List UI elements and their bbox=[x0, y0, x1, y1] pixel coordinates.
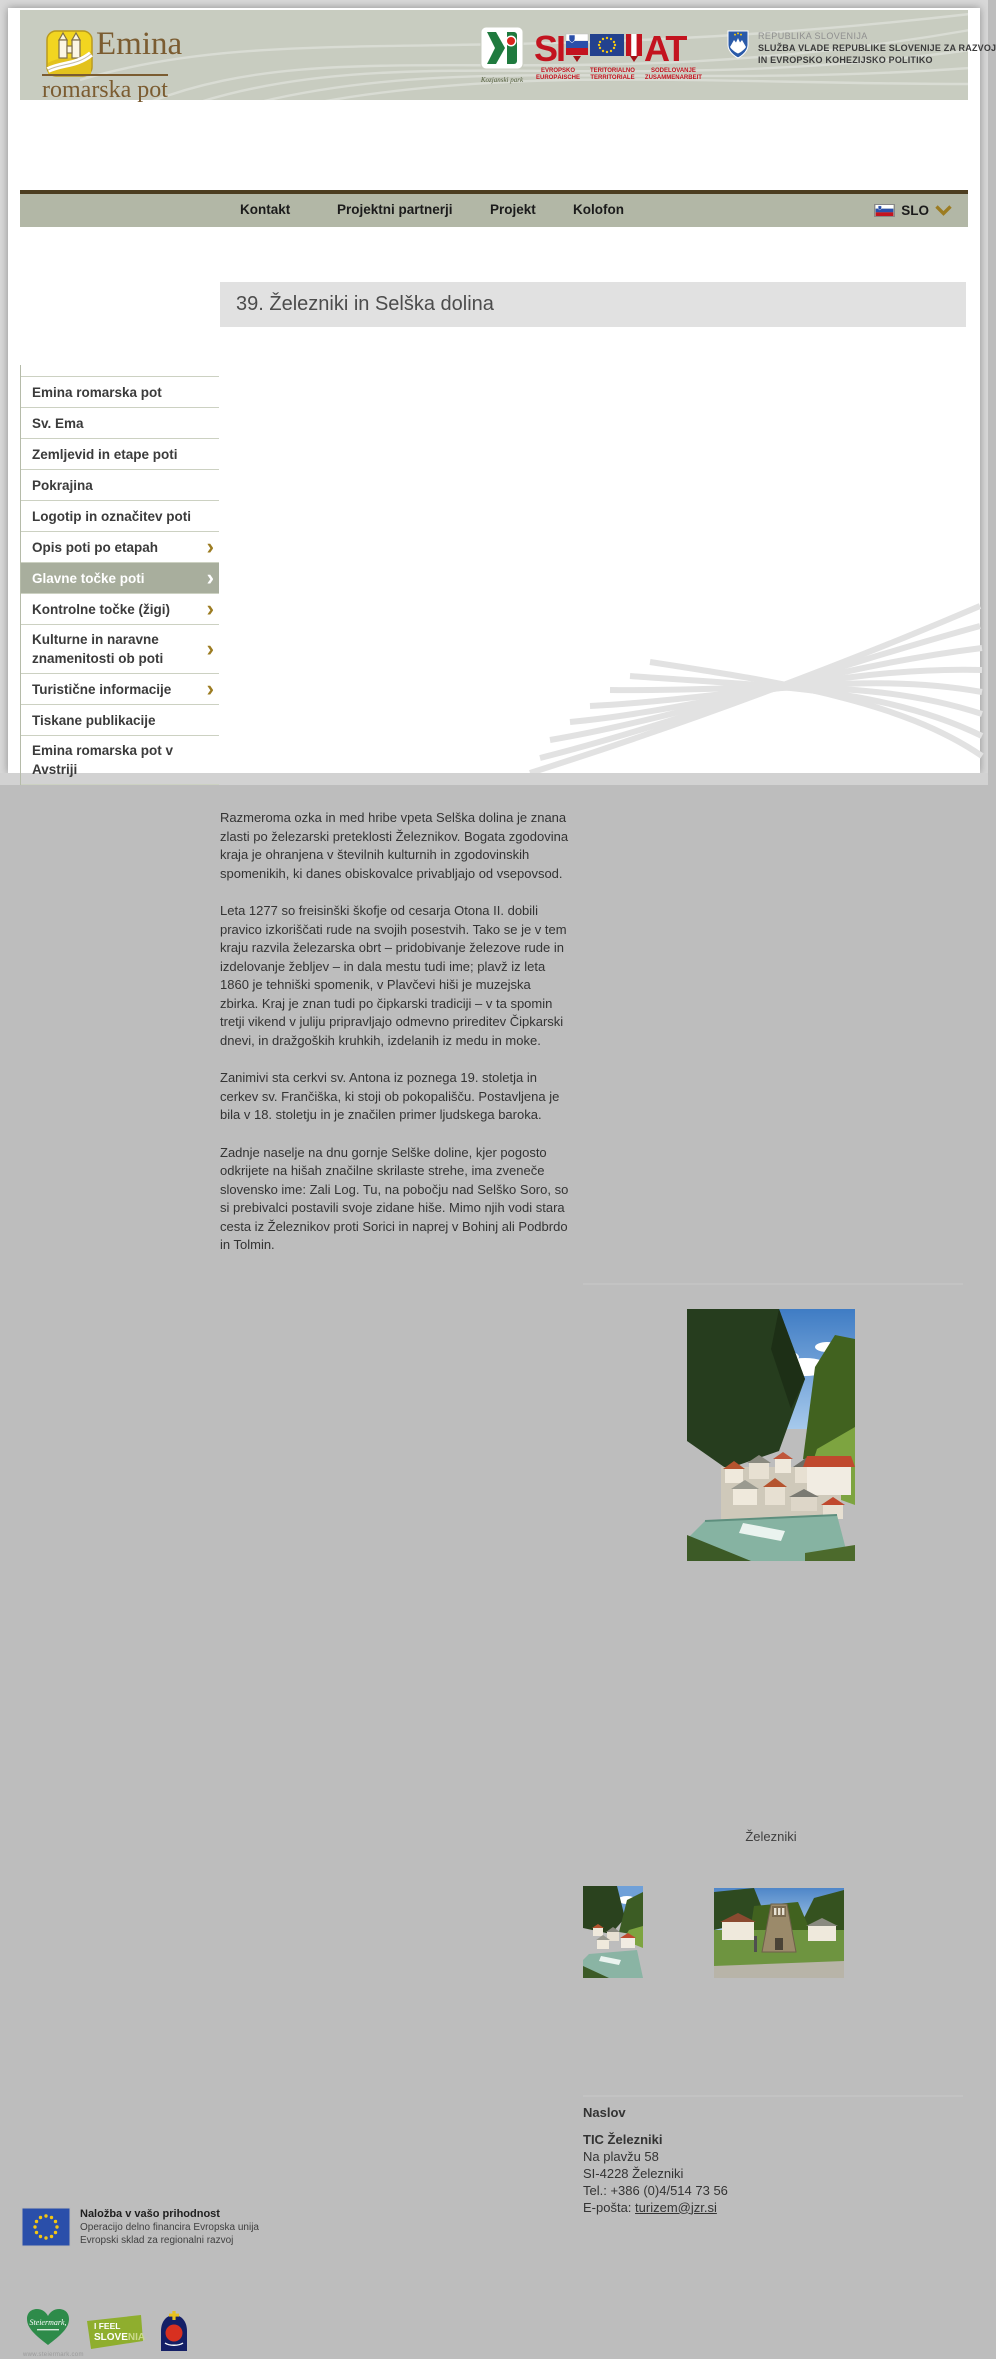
svg-text:SLOVENIA: SLOVENIA bbox=[94, 2331, 146, 2343]
divider bbox=[583, 1283, 963, 1285]
nav-item-kolofon[interactable]: Kolofon bbox=[573, 202, 624, 217]
sidebar-item-kulturne-in-naravne-znamenitosti[interactable]: Kulturne in naravne znamenitosti ob poti › bbox=[21, 624, 219, 673]
kozjanski-park-caption: Kozjanski park bbox=[480, 76, 524, 84]
address-city: SI-4228 Železniki bbox=[583, 2165, 684, 2181]
chevron-right-icon: › bbox=[206, 636, 214, 661]
sidebar-item-emina-romarska-pot[interactable]: Emina romarska pot bbox=[21, 376, 219, 407]
steiermark-logo bbox=[23, 2307, 84, 2358]
divider bbox=[583, 2095, 963, 2097]
siat-at-label: AT bbox=[644, 28, 686, 69]
sidebar-item-tiskane-publikacije[interactable]: Tiskane publikacije bbox=[21, 704, 219, 735]
sidebar-menu bbox=[20, 365, 219, 785]
sidebar-item-glavne-tocke-poti[interactable]: Glavne točke poti › bbox=[21, 562, 219, 593]
nav-item-projekt[interactable]: Projekt bbox=[490, 202, 536, 217]
siat-captions: EVROPSKO EUROPÄISCHE TERITORIALNO TERRITORIALE SODELOVANJE ZUSAMMENARBEIT bbox=[536, 68, 702, 81]
photo-caption: Železniki bbox=[745, 1828, 797, 1844]
sidebar-item-kontrolne-tocke-zigi[interactable]: Kontrolne točke (žigi) › bbox=[21, 593, 219, 624]
si-at-programme-logo bbox=[534, 28, 702, 82]
slovenia-flag-icon bbox=[874, 204, 895, 217]
paragraph: Razmeroma ozka in med hribe vpeta Selška dolina je znana zlasti po železarski preteklosti Železnikov. Bogata zgodovina kraja je ohranjena v številnih kulturnih in zgodovinskih spomenikih, ki danes obiskovalce privabljajo od vsepovsod. bbox=[220, 810, 569, 881]
svg-text:I FEEL: I FEEL bbox=[94, 2320, 121, 2331]
government-banner bbox=[726, 30, 996, 66]
sidebar-item-emina-romarska-pot-v-avstriji[interactable]: Emina romarska pot v Avstriji bbox=[21, 735, 219, 785]
emina-romarska-pot-logo[interactable] bbox=[30, 16, 260, 103]
sidebar-item-pokrajina[interactable]: Pokrajina bbox=[21, 469, 219, 500]
address-heading: Naslov bbox=[583, 2104, 626, 2120]
partner-logos-row bbox=[23, 2305, 213, 2359]
nav-item-projektni-partnerji[interactable]: Projektni partnerji bbox=[337, 202, 453, 217]
eu-funding-block bbox=[22, 2208, 994, 2247]
kozjanski-park-logo bbox=[466, 26, 538, 84]
chevron-right-icon: › bbox=[206, 676, 214, 701]
emina-logo-icon bbox=[46, 30, 93, 77]
government-text: REPUBLIKA SLOVENIJA SLUŽBA VLADE REPUBLIKE SLOVENIJE ZA RAZVOJ IN EVROPSKO KOHEZIJSKO POLITIKO bbox=[758, 31, 996, 65]
main-photo-zelezniki[interactable] bbox=[687, 1309, 855, 1561]
chevron-down-icon bbox=[935, 205, 952, 216]
eu-flag-icon bbox=[590, 34, 624, 64]
pilgrim-logo bbox=[157, 2311, 191, 2356]
address-block bbox=[583, 2104, 893, 2216]
thumbnail-plavz-furnace[interactable] bbox=[714, 1888, 844, 1978]
i-feel-slovenia-logo bbox=[85, 2315, 146, 2354]
address-street: Na plavžu 58 bbox=[583, 2148, 659, 2164]
nav-item-kontakt[interactable]: Kontakt bbox=[240, 202, 291, 217]
logo-title: Emina bbox=[96, 26, 183, 62]
language-selector[interactable] bbox=[874, 194, 952, 227]
thumbnail-zelezniki-village[interactable] bbox=[583, 1886, 643, 1978]
sidebar-item-logotip-in-oznacitev-poti[interactable]: Logotip in označitev poti bbox=[21, 500, 219, 531]
sidebar-item-opis-poti-po-etapah[interactable]: Opis poti po etapah › bbox=[21, 531, 219, 562]
page bbox=[8, 8, 996, 2358]
siat-si-label: SI bbox=[534, 28, 565, 69]
eu-flag-icon bbox=[22, 2208, 70, 2246]
steiermark-url: www.steiermark.com bbox=[23, 2351, 84, 2358]
austria-flag-icon bbox=[626, 34, 642, 64]
eu-funding-text: Naložba v vašo prihodnost Operacijo delno financira Evropska unija Evropski sklad za regionalni razvoj bbox=[80, 2207, 259, 2246]
chevron-right-icon: › bbox=[206, 565, 214, 590]
svg-text:Steiermark,: Steiermark, bbox=[29, 2317, 67, 2327]
logo-subtitle: romarska pot bbox=[42, 74, 168, 104]
address-email-row: E-pošta: turizem@jzr.si bbox=[583, 2199, 717, 2215]
address-name: TIC Železniki bbox=[583, 2131, 663, 2147]
address-phone: Tel.: +386 (0)4/514 73 56 bbox=[583, 2182, 728, 2198]
slovenia-flag-icon bbox=[566, 34, 588, 64]
page-title: 39. Železniki in Selška dolina bbox=[236, 293, 494, 315]
sidebar-item-turisticne-informacije[interactable]: Turistične informacije › bbox=[21, 673, 219, 704]
site-header bbox=[20, 10, 996, 103]
slovenia-coat-of-arms-icon bbox=[726, 30, 750, 60]
i-feel-slovenia-icon bbox=[85, 2315, 146, 2349]
sidebar-item-sv-ema[interactable]: Sv. Ema bbox=[21, 407, 219, 438]
paragraph: Zanimivi sta cerkvi sv. Antona iz poznega 19. stoletja in cerkev sv. Frančiška, ki stoji ob pokopališču. Postavljena je bila v 18. stoletju in je značilen primer ljudskega baroka. bbox=[220, 1070, 560, 1122]
article-body bbox=[220, 809, 572, 1255]
language-label: SLO bbox=[901, 203, 929, 218]
swirl-pattern-decoration bbox=[550, 588, 980, 773]
pilgrim-icon bbox=[157, 2311, 191, 2351]
steiermark-heart-icon bbox=[25, 2307, 71, 2347]
chevron-right-icon: › bbox=[206, 596, 214, 621]
email-link[interactable]: turizem@jzr.si bbox=[635, 2199, 717, 2215]
sidebar-item-zemljevid-in-etape-poti[interactable]: Zemljevid in etape poti bbox=[21, 438, 219, 469]
chevron-right-icon: › bbox=[206, 534, 214, 559]
paragraph: Leta 1277 so freisinški škofje od cesarja Otona II. dobili pravico izkoriščati rude na svojih posestvih. Tako se je v tem kraju razvila železarska obrt – pridobivanje železove rude in izdelovanje žebljev – in dala mestu tudi ime; plavž iz leta 1860 je tehniški spomenik, v Plavčevi hiši je muzejska zbirka. Kraj je znan tudi po čipkarski tradiciji – v ta spomin tretji vikend v juliju pripravljajo odmevno prireditev Čipkarski dnevi, in dražgoških kruhkih, izdelanih iz medu in moke. bbox=[220, 903, 567, 1048]
main-nav bbox=[20, 190, 968, 227]
page-title-banner bbox=[220, 282, 966, 327]
kozjanski-park-icon bbox=[480, 26, 524, 70]
paragraph: Zadnje naselje na dnu gornje Selške doline, kjer pogosto odkrijete na hišah značilne skrilaste strehe, ima zveneče slovensko ime: Zali Log. Tu, na pobočju nad Selško Soro, so si prebivalci postavili svoje zidane hiše. Mimo njih vodi stara cesta iz Železnikov proti Sorici in naprej v Bohinj ali Podbrdo in Tolmin. bbox=[220, 1144, 569, 1252]
